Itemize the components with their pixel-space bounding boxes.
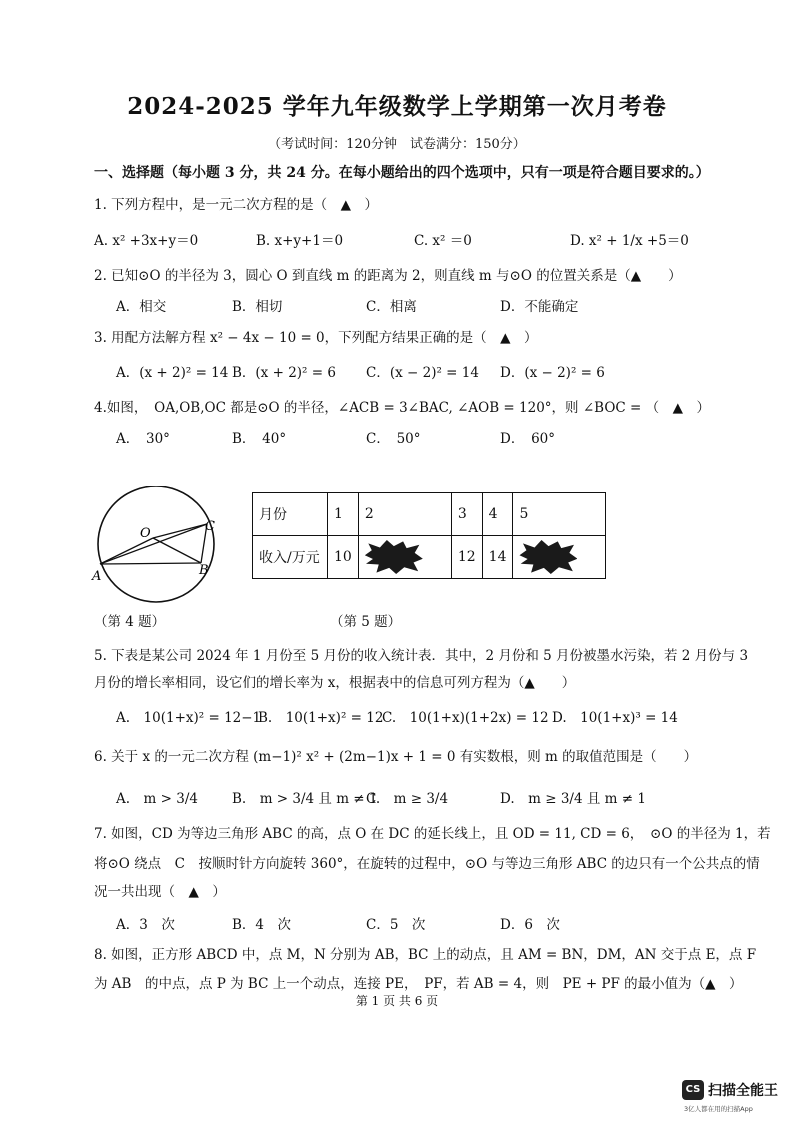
exam-title: 2024-2025 学年九年级数学上学期第一次月考卷 (127, 93, 667, 120)
q5-option-a: A. 10(1+x)² = 12−1 (116, 710, 262, 726)
q1-option-d: D. x² + 1/x +5＝0 (570, 233, 689, 249)
table-row-income (253, 536, 606, 579)
figure-5-caption: （第 5 题） (330, 614, 402, 630)
segment-ob (153, 538, 201, 563)
question-8-stem-line2: 为 AB 的中点，点 P 为 BC 上一个动点，连接 PE， PF，若 AB = 4，则 PE + PF 的最小值为（▲ ） (94, 976, 743, 992)
label-o: O (140, 526, 151, 541)
q3-option-d: D．(x − 2)² = 6 (500, 365, 605, 381)
q5-option-c: C. 10(1+x)(1+2x) = 12 (382, 710, 549, 726)
segment-oc (153, 524, 207, 538)
circle-o (98, 486, 214, 602)
label-c: C (205, 519, 215, 534)
figure-4-circle-diagram (88, 486, 228, 608)
q3-option-a: A．(x + 2)² = 14 (116, 365, 229, 381)
page-footer: 第 1 页 共 6 页 (355, 994, 439, 1008)
scanner-watermark (682, 1080, 778, 1113)
question-3-stem: 3. 用配方法解方程 x² − 4x − 10 = 0，下列配方结果正确的是（ ▲ ） (94, 330, 538, 346)
income-table (252, 492, 606, 579)
q6-option-d: D. m ≥ 3/4 且 m ≠ 1 (500, 791, 646, 807)
q1-option-a: A. x² +3x+y＝0 (94, 233, 199, 249)
table-header-cell: 3 (451, 493, 482, 536)
q3-option-c: C．(x − 2)² = 14 (366, 365, 479, 381)
q4-option-d: D． 60° (500, 431, 556, 447)
table-cell: 10 (328, 536, 359, 579)
q1-option-c: C. x² ＝0 (414, 233, 472, 249)
question-8-stem-line1: 8. 如图，正方形 ABCD 中，点 M，N 分别为 AB，BC 上的动点，且 AM = BN，DM，AN 交于点 E，点 F (94, 947, 757, 963)
question-1-stem: 1. 下列方程中，是一元二次方程的是（ ▲ ） (94, 197, 379, 213)
table-header-cell: 2 (358, 493, 451, 536)
section-heading: 一、选择题（每小题 3 分，共 24 分。在每小题给出的四个选项中，只有一项是符合题目要求的。） (94, 165, 710, 181)
table-header-cell: 1 (328, 493, 359, 536)
label-a: A (92, 569, 102, 584)
watermark-name: 扫描全能王 (708, 1083, 778, 1099)
q2-option-c: C．相离 (366, 299, 417, 315)
q5-option-b: B. 10(1+x)² = 12 (258, 710, 384, 726)
question-2-stem: 2. 已知⊙O 的半径为 3，圆心 O 到直线 m 的距离为 2，则直线 m 与⊙O 的位置关系是（▲ ） (94, 268, 682, 284)
exam-subtitle: （考试时间：120分钟 试卷满分：150分） (268, 137, 526, 152)
q6-option-c: C. m ≥ 3/4 (366, 791, 449, 807)
q6-option-a: A. m > 3/4 (116, 791, 198, 807)
q6-option-b: B. m > 3/4 且 m ≠ 1 (232, 791, 378, 807)
table-header-cell: 5 (513, 493, 606, 536)
table-row-month (253, 493, 606, 536)
table-cell: 收入/万元 (253, 536, 328, 579)
question-7-stem-line1: 7. 如图，CD 为等边三角形 ABC 的高，点 O 在 DC 的延长线上，且 OD = 11, CD = 6， ⊙O 的半径为 1，若 (94, 826, 771, 842)
q7-option-a: A．3 次 (116, 917, 175, 933)
table-cell: 12 (451, 536, 482, 579)
q3-option-b: B．(x + 2)² = 6 (232, 365, 336, 381)
table-header-cell: 4 (482, 493, 513, 536)
segment-ab (100, 563, 201, 564)
q2-option-d: D．不能确定 (500, 299, 579, 315)
q1-option-b: B. x+y+1＝0 (256, 233, 344, 249)
table-cell-ink-blot (358, 536, 451, 579)
ink-blot-icon (365, 540, 423, 574)
question-6-stem: 6. 关于 x 的一元二次方程 (m−1)² x² + (2m−1)x + 1 = 0 有实数根，则 m 的取值范围是（ ） (94, 749, 698, 765)
watermark-tagline: 3亿人都在用的扫描App (684, 1105, 753, 1113)
q2-option-b: B．相切 (232, 299, 283, 315)
table-cell: 14 (482, 536, 513, 579)
ink-blot-icon (519, 540, 577, 574)
q4-option-c: C． 50° (366, 431, 421, 447)
question-4-stem: 4.如图， OA,OB,OC 都是⊙O 的半径，∠ACB = 3∠BAC, ∠AOB = 120°，则 ∠BOC = （ ▲ ） (94, 400, 710, 416)
question-7-stem-line3: 况一共出现（ ▲ ） (94, 884, 226, 900)
table-header-cell: 月份 (253, 493, 328, 536)
q7-option-b: B．4 次 (232, 917, 292, 933)
segment-oa (100, 538, 153, 564)
figure-4-caption: （第 4 题） (94, 614, 166, 630)
question-5-stem-line2: 月份的增长率相同，设它们的增长率为 x，根据表中的信息可列方程为（▲ ） (94, 675, 576, 691)
question-7-stem-line2: 将⊙O 绕点 C 按顺时针方向旋转 360°，在旋转的过程中，⊙O 与等边三角形 ABC 的边只有一个公共点的情 (94, 856, 760, 872)
q7-option-c: C．5 次 (366, 917, 426, 933)
q2-option-a: A．相交 (116, 299, 167, 315)
q5-option-d: D. 10(1+x)³ = 14 (552, 710, 678, 726)
q4-option-b: B． 40° (232, 431, 287, 447)
question-5-stem-line1: 5. 下表是某公司 2024 年 1 月份至 5 月份的收入统计表．其中，2 月份和 5 月份被墨水污染，若 2 月份与 3 (94, 648, 749, 664)
q4-option-a: A． 30° (116, 431, 170, 447)
q7-option-d: D．6 次 (500, 917, 560, 933)
label-b: B (199, 563, 209, 578)
camscanner-logo-icon: CS (682, 1080, 704, 1100)
table-cell-ink-blot (513, 536, 606, 579)
